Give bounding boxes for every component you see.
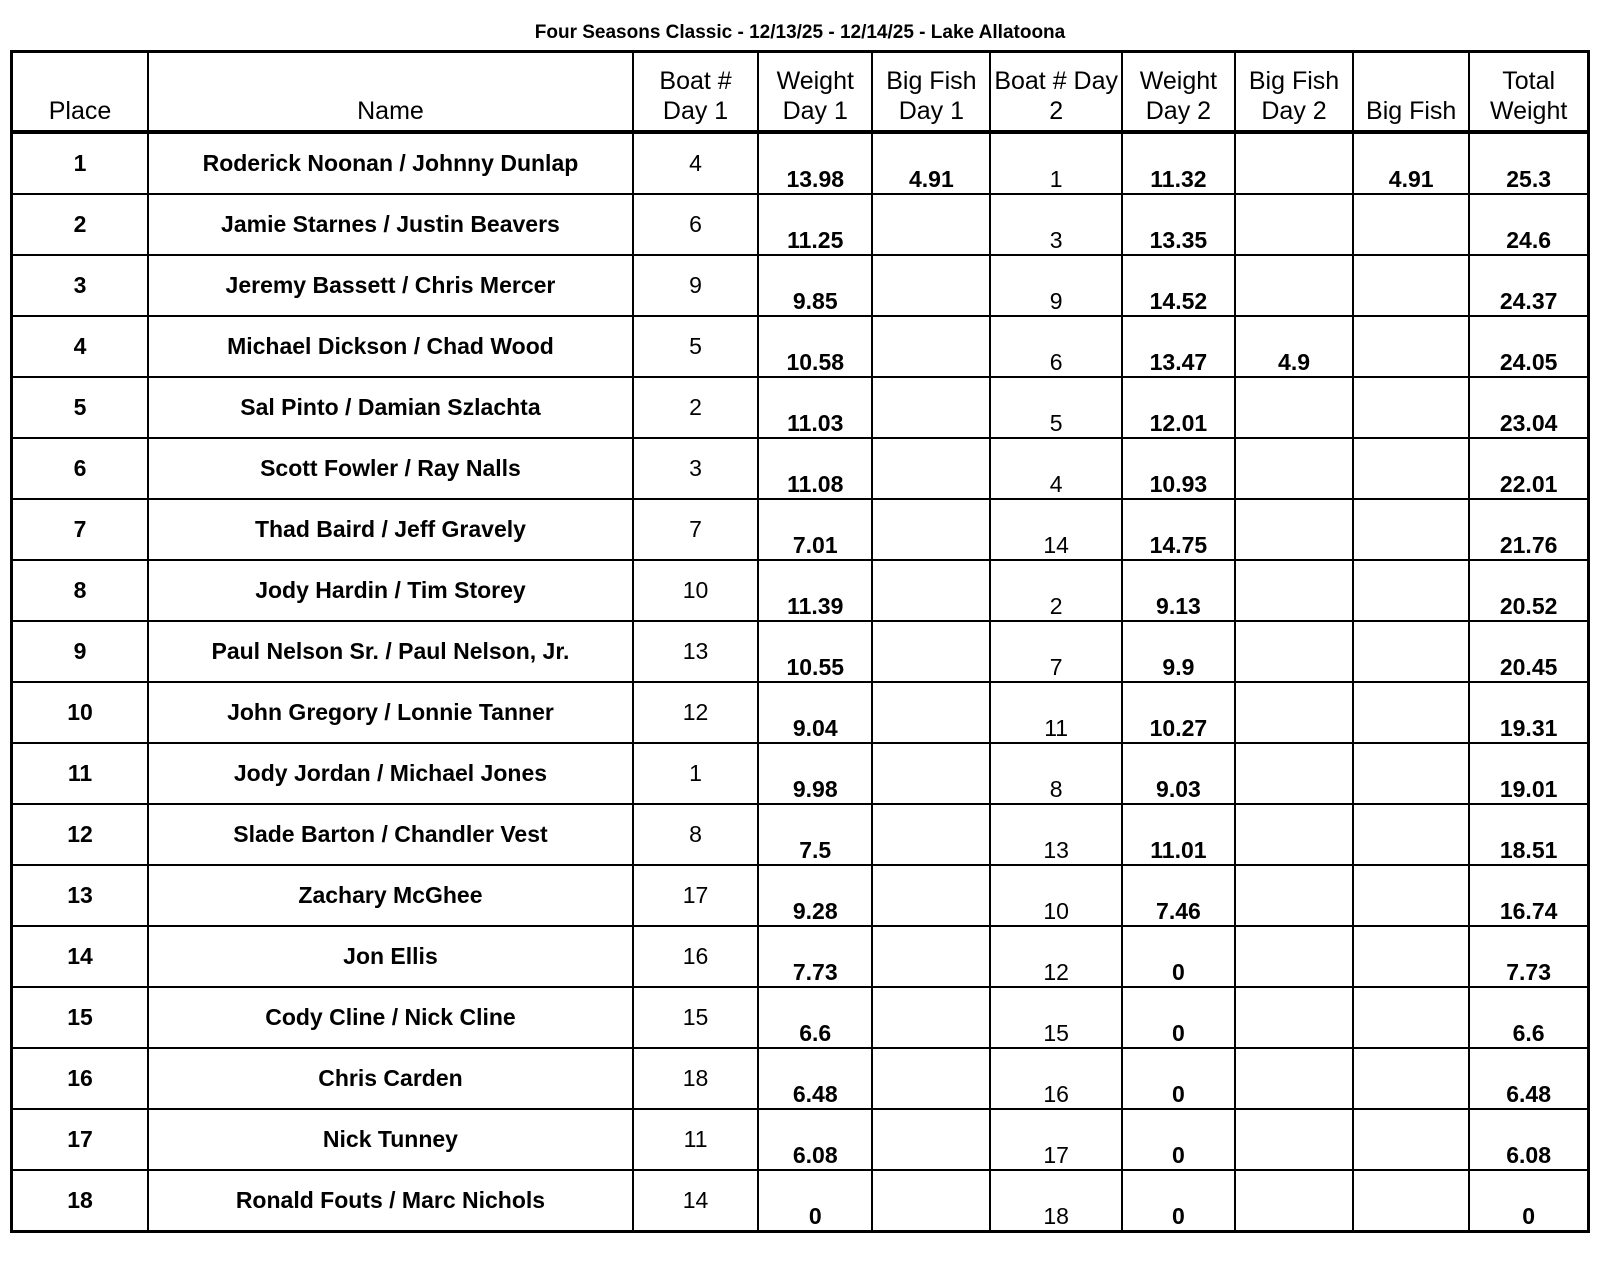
boat-day2-cell: 3: [990, 194, 1121, 255]
weight-day1-cell: 10.58: [758, 316, 872, 377]
team-name-cell: Jon Ellis: [148, 926, 633, 987]
boat-day2-cell: 16: [990, 1048, 1121, 1109]
big-fish-day1-cell: [872, 926, 990, 987]
big-fish-cell: [1353, 682, 1469, 743]
boat-day1-cell: 15: [633, 987, 758, 1048]
table-row: [12, 926, 1589, 987]
header-boat-day2: [990, 52, 1121, 133]
big-fish-day2-cell: [1235, 743, 1353, 804]
table-row: [12, 377, 1589, 438]
team-name-cell: Jody Jordan / Michael Jones: [148, 743, 633, 804]
weight-day1-cell: 9.04: [758, 682, 872, 743]
big-fish-day2-cell: [1235, 255, 1353, 316]
header-line-2: Day 2: [1145, 97, 1212, 125]
table-row: [12, 255, 1589, 316]
results-table: [10, 50, 1590, 1233]
weight-day2-cell: 0: [1122, 1048, 1235, 1109]
boat-day1-cell: 13: [633, 621, 758, 682]
boat-day1-cell: 8: [633, 804, 758, 865]
place-cell: 13: [12, 865, 149, 926]
boat-day2-cell: 17: [990, 1109, 1121, 1170]
big-fish-cell: [1353, 743, 1469, 804]
header-line-2: Day 1: [782, 97, 848, 125]
big-fish-day1-cell: [872, 1109, 990, 1170]
big-fish-day2-cell: 4.9: [1235, 316, 1353, 377]
total-weight-cell: 18.51: [1469, 804, 1588, 865]
weight-day1-cell: 6.6: [758, 987, 872, 1048]
team-name-cell: Sal Pinto / Damian Szlachta: [148, 377, 633, 438]
weight-day2-cell: 0: [1122, 1170, 1235, 1232]
team-name-cell: Jody Hardin / Tim Storey: [148, 560, 633, 621]
weight-day1-cell: 7.5: [758, 804, 872, 865]
team-name-cell: Chris Carden: [148, 1048, 633, 1109]
table-row: [12, 804, 1589, 865]
team-name-cell: Ronald Fouts / Marc Nichols: [148, 1170, 633, 1232]
big-fish-day1-cell: [872, 621, 990, 682]
place-cell: 5: [12, 377, 149, 438]
total-weight-cell: 20.45: [1469, 621, 1588, 682]
weight-day1-cell: 7.73: [758, 926, 872, 987]
place-cell: 11: [12, 743, 149, 804]
big-fish-cell: [1353, 804, 1469, 865]
table-row: [12, 560, 1589, 621]
header-place: [12, 52, 149, 133]
place-cell: 15: [12, 987, 149, 1048]
total-weight-cell: 20.52: [1469, 560, 1588, 621]
total-weight-cell: 24.37: [1469, 255, 1588, 316]
big-fish-cell: [1353, 926, 1469, 987]
big-fish-day2-cell: [1235, 132, 1353, 194]
header-line-1: Weight: [776, 67, 854, 95]
team-name-cell: Jamie Starnes / Justin Beavers: [148, 194, 633, 255]
team-name-cell: Cody Cline / Nick Cline: [148, 987, 633, 1048]
team-name-cell: Slade Barton / Chandler Vest: [148, 804, 633, 865]
table-row: [12, 621, 1589, 682]
table-row: [12, 132, 1589, 194]
weight-day2-cell: 10.27: [1122, 682, 1235, 743]
boat-day2-cell: 2: [990, 560, 1121, 621]
place-cell: 17: [12, 1109, 149, 1170]
header-line-1: Boat # Day: [994, 67, 1119, 95]
header-total-weight: [1469, 52, 1588, 133]
team-name-cell: Thad Baird / Jeff Gravely: [148, 499, 633, 560]
place-cell: 14: [12, 926, 149, 987]
total-weight-cell: 25.3: [1469, 132, 1588, 194]
weight-day2-cell: 9.13: [1122, 560, 1235, 621]
big-fish-cell: [1353, 194, 1469, 255]
place-cell: 10: [12, 682, 149, 743]
weight-day1-cell: 7.01: [758, 499, 872, 560]
place-cell: 7: [12, 499, 149, 560]
table-row: [12, 316, 1589, 377]
big-fish-cell: 4.91: [1353, 132, 1469, 194]
header-name: [148, 52, 633, 133]
total-weight-cell: 16.74: [1469, 865, 1588, 926]
header-row: [12, 52, 1589, 133]
big-fish-day2-cell: [1235, 682, 1353, 743]
weight-day1-cell: 11.25: [758, 194, 872, 255]
total-weight-cell: 21.76: [1469, 499, 1588, 560]
page-title: Four Seasons Classic - 12/13/25 - 12/14/25 - Lake Allatoona: [534, 22, 1066, 43]
big-fish-day2-cell: [1235, 1048, 1353, 1109]
total-weight-cell: 6.48: [1469, 1048, 1588, 1109]
place-cell: 3: [12, 255, 149, 316]
team-name-cell: Zachary McGhee: [148, 865, 633, 926]
boat-day1-cell: 17: [633, 865, 758, 926]
big-fish-day2-cell: [1235, 926, 1353, 987]
weight-day2-cell: 13.47: [1122, 316, 1235, 377]
header-line-1: Total: [1502, 67, 1556, 95]
place-cell: 12: [12, 804, 149, 865]
table-row: [12, 1170, 1589, 1232]
weight-day1-cell: 9.98: [758, 743, 872, 804]
team-name-cell: Scott Fowler / Ray Nalls: [148, 438, 633, 499]
big-fish-day1-cell: [872, 438, 990, 499]
boat-day1-cell: 18: [633, 1048, 758, 1109]
big-fish-day2-cell: [1235, 438, 1353, 499]
big-fish-day1-cell: [872, 1170, 990, 1232]
big-fish-day2-cell: [1235, 194, 1353, 255]
big-fish-day1-cell: [872, 804, 990, 865]
total-weight-cell: 6.08: [1469, 1109, 1588, 1170]
big-fish-cell: [1353, 1109, 1469, 1170]
weight-day2-cell: 10.93: [1122, 438, 1235, 499]
big-fish-day1-cell: [872, 255, 990, 316]
big-fish-day2-cell: [1235, 499, 1353, 560]
boat-day1-cell: 5: [633, 316, 758, 377]
table-row: [12, 987, 1589, 1048]
table-row: [12, 865, 1589, 926]
big-fish-day1-cell: [872, 682, 990, 743]
boat-day2-cell: 13: [990, 804, 1121, 865]
boat-day1-cell: 2: [633, 377, 758, 438]
table-body: [12, 132, 1589, 1232]
big-fish-cell: [1353, 987, 1469, 1048]
big-fish-cell: [1353, 377, 1469, 438]
big-fish-day2-cell: [1235, 621, 1353, 682]
team-name-cell: Michael Dickson / Chad Wood: [148, 316, 633, 377]
weight-day1-cell: 11.08: [758, 438, 872, 499]
boat-day1-cell: 10: [633, 560, 758, 621]
table-row: [12, 438, 1589, 499]
place-cell: 4: [12, 316, 149, 377]
boat-day1-cell: 6: [633, 194, 758, 255]
team-name-cell: Nick Tunney: [148, 1109, 633, 1170]
weight-day1-cell: 11.39: [758, 560, 872, 621]
place-cell: 1: [12, 132, 149, 194]
weight-day1-cell: 9.85: [758, 255, 872, 316]
big-fish-day2-cell: [1235, 1170, 1353, 1232]
boat-day2-cell: 15: [990, 987, 1121, 1048]
big-fish-day1-cell: [872, 316, 990, 377]
boat-day2-cell: 7: [990, 621, 1121, 682]
header-line-2: Weight: [1489, 97, 1568, 125]
weight-day1-cell: 6.08: [758, 1109, 872, 1170]
table-row: [12, 682, 1589, 743]
weight-day2-cell: 11.32: [1122, 132, 1235, 194]
header-name-label: Name: [357, 97, 424, 125]
header-big-fish: [1353, 52, 1469, 133]
weight-day2-cell: 0: [1122, 926, 1235, 987]
big-fish-day1-cell: [872, 560, 990, 621]
team-name-cell: John Gregory / Lonnie Tanner: [148, 682, 633, 743]
total-weight-cell: 19.31: [1469, 682, 1588, 743]
total-weight-cell: 23.04: [1469, 377, 1588, 438]
table-row: [12, 1048, 1589, 1109]
weight-day1-cell: 0: [758, 1170, 872, 1232]
total-weight-cell: 19.01: [1469, 743, 1588, 804]
boat-day2-cell: 6: [990, 316, 1121, 377]
total-weight-cell: 6.6: [1469, 987, 1588, 1048]
big-fish-day2-cell: [1235, 804, 1353, 865]
header-place-label: Place: [48, 97, 112, 125]
boat-day1-cell: 7: [633, 499, 758, 560]
boat-day2-cell: 10: [990, 865, 1121, 926]
total-weight-cell: 7.73: [1469, 926, 1588, 987]
boat-day2-cell: 18: [990, 1170, 1121, 1232]
big-fish-cell: [1353, 621, 1469, 682]
team-name-cell: Roderick Noonan / Johnny Dunlap: [148, 132, 633, 194]
weight-day2-cell: 13.35: [1122, 194, 1235, 255]
boat-day2-cell: 4: [990, 438, 1121, 499]
weight-day2-cell: 0: [1122, 1109, 1235, 1170]
header-line-2: Day 1: [662, 97, 729, 125]
header-big-fish-day1: [872, 52, 990, 133]
header-line-2: 2: [1049, 97, 1064, 125]
header-big-fish-label: Big Fish: [1366, 97, 1457, 125]
boat-day1-cell: 3: [633, 438, 758, 499]
header-line-1: Big Fish: [1248, 67, 1340, 95]
header-line-1: Boat #: [659, 67, 732, 95]
big-fish-day1-cell: 4.91: [872, 132, 990, 194]
big-fish-cell: [1353, 255, 1469, 316]
big-fish-day1-cell: [872, 377, 990, 438]
place-cell: 8: [12, 560, 149, 621]
boat-day2-cell: 14: [990, 499, 1121, 560]
boat-day2-cell: 1: [990, 132, 1121, 194]
big-fish-cell: [1353, 865, 1469, 926]
weight-day1-cell: 9.28: [758, 865, 872, 926]
header-boat-day1: [633, 52, 758, 133]
boat-day2-cell: 8: [990, 743, 1121, 804]
header-line-1: Big Fish: [886, 67, 977, 95]
place-cell: 18: [12, 1170, 149, 1232]
boat-day1-cell: 1: [633, 743, 758, 804]
header-weight-day1: [758, 52, 872, 133]
boat-day2-cell: 9: [990, 255, 1121, 316]
boat-day1-cell: 16: [633, 926, 758, 987]
boat-day1-cell: 12: [633, 682, 758, 743]
boat-day2-cell: 5: [990, 377, 1121, 438]
total-weight-cell: 0: [1469, 1170, 1588, 1232]
total-weight-cell: 22.01: [1469, 438, 1588, 499]
table-row: [12, 194, 1589, 255]
weight-day2-cell: 14.52: [1122, 255, 1235, 316]
weight-day2-cell: 12.01: [1122, 377, 1235, 438]
weight-day2-cell: 14.75: [1122, 499, 1235, 560]
boat-day1-cell: 14: [633, 1170, 758, 1232]
weight-day2-cell: 11.01: [1122, 804, 1235, 865]
big-fish-day2-cell: [1235, 377, 1353, 438]
table-row: [12, 1109, 1589, 1170]
boat-day1-cell: 4: [633, 132, 758, 194]
big-fish-cell: [1353, 316, 1469, 377]
header-weight-day2: [1122, 52, 1235, 133]
header-line-2: Day 2: [1261, 97, 1327, 125]
big-fish-day1-cell: [872, 1048, 990, 1109]
team-name-cell: Jeremy Bassett / Chris Mercer: [148, 255, 633, 316]
boat-day2-cell: 12: [990, 926, 1121, 987]
weight-day1-cell: 11.03: [758, 377, 872, 438]
weight-day2-cell: 9.9: [1122, 621, 1235, 682]
big-fish-day1-cell: [872, 194, 990, 255]
boat-day1-cell: 11: [633, 1109, 758, 1170]
header-big-fish-day2: [1235, 52, 1353, 133]
big-fish-day1-cell: [872, 743, 990, 804]
big-fish-day2-cell: [1235, 560, 1353, 621]
weight-day2-cell: 0: [1122, 987, 1235, 1048]
big-fish-day1-cell: [872, 987, 990, 1048]
table-header: [12, 52, 1589, 133]
big-fish-cell: [1353, 560, 1469, 621]
big-fish-day1-cell: [872, 865, 990, 926]
boat-day2-cell: 11: [990, 682, 1121, 743]
header-line-1: Weight: [1139, 67, 1218, 95]
weight-day1-cell: 10.55: [758, 621, 872, 682]
big-fish-day2-cell: [1235, 865, 1353, 926]
big-fish-cell: [1353, 499, 1469, 560]
big-fish-day2-cell: [1235, 987, 1353, 1048]
total-weight-cell: 24.05: [1469, 316, 1588, 377]
place-cell: 16: [12, 1048, 149, 1109]
table-row: [12, 743, 1589, 804]
big-fish-day1-cell: [872, 499, 990, 560]
place-cell: 9: [12, 621, 149, 682]
place-cell: 2: [12, 194, 149, 255]
big-fish-cell: [1353, 1048, 1469, 1109]
total-weight-cell: 24.6: [1469, 194, 1588, 255]
weight-day2-cell: 7.46: [1122, 865, 1235, 926]
weight-day1-cell: 6.48: [758, 1048, 872, 1109]
team-name-cell: Paul Nelson Sr. / Paul Nelson, Jr.: [148, 621, 633, 682]
header-line-2: Day 1: [898, 97, 965, 125]
big-fish-cell: [1353, 1170, 1469, 1232]
boat-day1-cell: 9: [633, 255, 758, 316]
weight-day2-cell: 9.03: [1122, 743, 1235, 804]
weight-day1-cell: 13.98: [758, 132, 872, 194]
big-fish-cell: [1353, 438, 1469, 499]
table-row: [12, 499, 1589, 560]
big-fish-day2-cell: [1235, 1109, 1353, 1170]
place-cell: 6: [12, 438, 149, 499]
